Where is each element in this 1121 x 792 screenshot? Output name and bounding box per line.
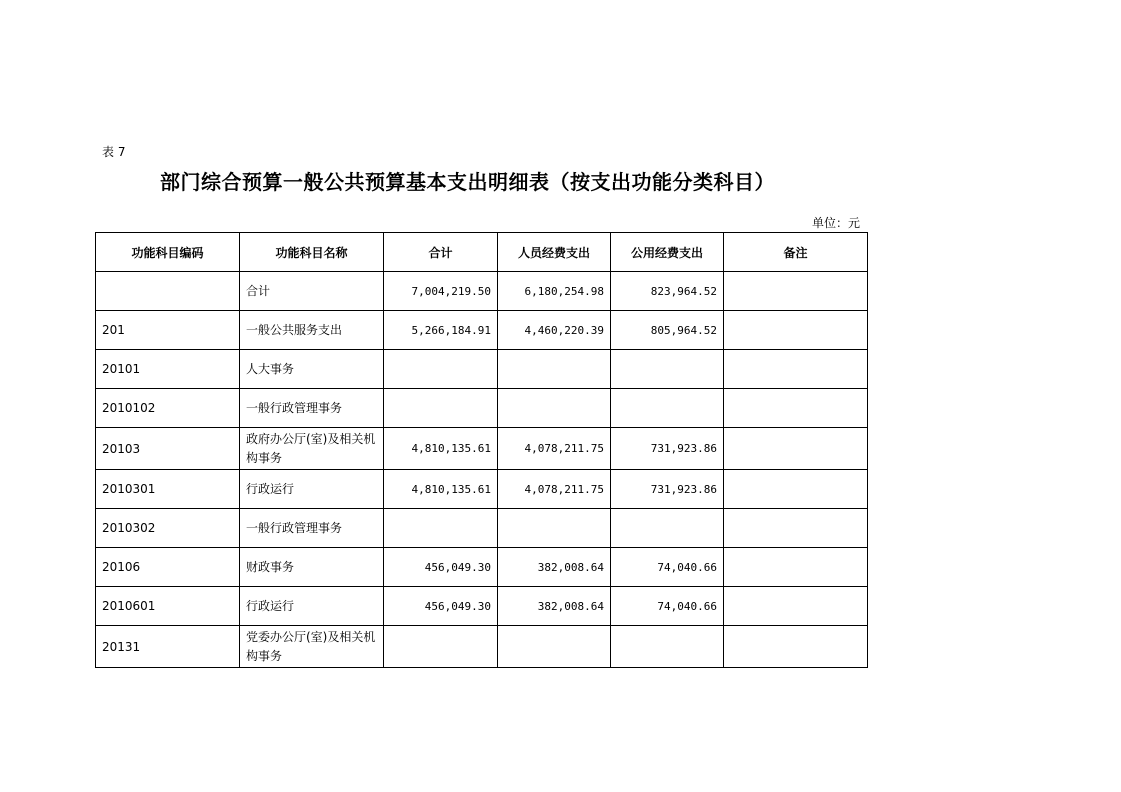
cell-total: 456,049.30 <box>384 548 498 587</box>
cell-public <box>611 350 724 389</box>
cell-name: 行政运行 <box>240 587 384 626</box>
cell-total: 7,004,219.50 <box>384 272 498 311</box>
cell-code: 2010301 <box>96 470 240 509</box>
page-title: 部门综合预算一般公共预算基本支出明细表（按支出功能分类科目） <box>160 170 775 194</box>
table-row <box>96 548 868 587</box>
cell-note <box>724 350 868 389</box>
cell-total: 4,810,135.61 <box>384 470 498 509</box>
budget-table <box>95 232 868 668</box>
table-row <box>96 509 868 548</box>
cell-public: 74,040.66 <box>611 548 724 587</box>
cell-personnel: 382,008.64 <box>498 548 611 587</box>
cell-personnel: 4,078,211.75 <box>498 470 611 509</box>
cell-note <box>724 587 868 626</box>
cell-code <box>96 272 240 311</box>
column-header-name: 功能科目名称 <box>240 233 384 272</box>
table-row <box>96 428 868 470</box>
column-header-public: 公用经费支出 <box>611 233 724 272</box>
table-row <box>96 311 868 350</box>
cell-total: 5,266,184.91 <box>384 311 498 350</box>
cell-note <box>724 272 868 311</box>
cell-name: 人大事务 <box>240 350 384 389</box>
cell-personnel: 382,008.64 <box>498 587 611 626</box>
cell-note <box>724 548 868 587</box>
cell-total: 456,049.30 <box>384 587 498 626</box>
unit-label: 单位：元 <box>812 216 861 230</box>
table-row <box>96 587 868 626</box>
cell-code: 2010102 <box>96 389 240 428</box>
table-row <box>96 350 868 389</box>
table-row <box>96 470 868 509</box>
column-header-total: 合计 <box>384 233 498 272</box>
column-header-code: 功能科目编码 <box>96 233 240 272</box>
cell-note <box>724 389 868 428</box>
cell-name: 一般公共服务支出 <box>240 311 384 350</box>
cell-total <box>384 626 498 668</box>
cell-code: 20103 <box>96 428 240 470</box>
cell-personnel: 4,078,211.75 <box>498 428 611 470</box>
table-header-row <box>96 233 868 272</box>
cell-code: 201 <box>96 311 240 350</box>
table-number: 表 7 <box>102 145 126 159</box>
cell-code: 20106 <box>96 548 240 587</box>
cell-note <box>724 509 868 548</box>
cell-note <box>724 470 868 509</box>
cell-total <box>384 350 498 389</box>
cell-public: 74,040.66 <box>611 587 724 626</box>
cell-public: 731,923.86 <box>611 428 724 470</box>
cell-public: 805,964.52 <box>611 311 724 350</box>
cell-public: 731,923.86 <box>611 470 724 509</box>
cell-personnel: 6,180,254.98 <box>498 272 611 311</box>
cell-code: 20131 <box>96 626 240 668</box>
cell-code: 2010601 <box>96 587 240 626</box>
cell-public: 823,964.52 <box>611 272 724 311</box>
cell-name: 党委办公厅(室)及相关机构事务 <box>240 626 384 668</box>
cell-total <box>384 509 498 548</box>
cell-personnel <box>498 626 611 668</box>
column-header-personnel: 人员经费支出 <box>498 233 611 272</box>
cell-code: 2010302 <box>96 509 240 548</box>
cell-note <box>724 428 868 470</box>
cell-personnel <box>498 350 611 389</box>
cell-name: 一般行政管理事务 <box>240 509 384 548</box>
table-row <box>96 626 868 668</box>
cell-public <box>611 389 724 428</box>
table-row <box>96 272 868 311</box>
cell-total <box>384 389 498 428</box>
cell-note <box>724 626 868 668</box>
cell-name: 财政事务 <box>240 548 384 587</box>
cell-personnel <box>498 509 611 548</box>
cell-name: 合计 <box>240 272 384 311</box>
cell-total: 4,810,135.61 <box>384 428 498 470</box>
cell-code: 20101 <box>96 350 240 389</box>
cell-name: 政府办公厅(室)及相关机构事务 <box>240 428 384 470</box>
cell-name: 行政运行 <box>240 470 384 509</box>
table-row <box>96 389 868 428</box>
cell-personnel: 4,460,220.39 <box>498 311 611 350</box>
cell-personnel <box>498 389 611 428</box>
column-header-note: 备注 <box>724 233 868 272</box>
cell-name: 一般行政管理事务 <box>240 389 384 428</box>
cell-public <box>611 626 724 668</box>
cell-note <box>724 311 868 350</box>
cell-public <box>611 509 724 548</box>
